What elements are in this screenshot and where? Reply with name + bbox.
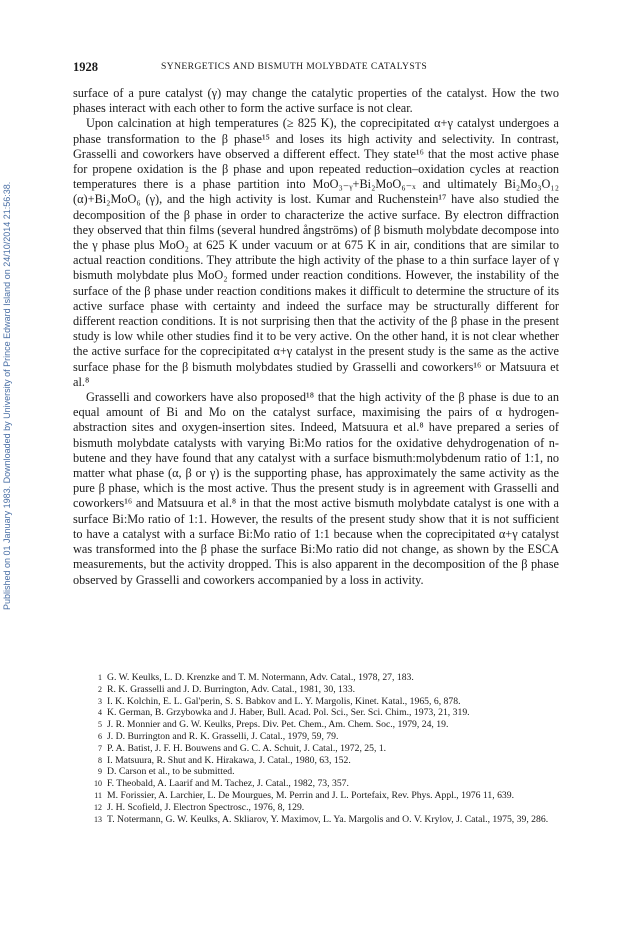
reference-item bbox=[86, 696, 556, 708]
reference-item bbox=[86, 755, 556, 767]
reference-number: 12 bbox=[94, 802, 102, 812]
reference-item bbox=[86, 731, 556, 743]
paragraph: surface of a pure catalyst (γ) may change the catalytic properties of the catalyst. How the two phases interact with each other to form the active surface is not clear. bbox=[73, 86, 559, 116]
page-header bbox=[73, 60, 554, 76]
reference-text: J. D. Burrington and R. K. Grasselli, J. Catal., 1979, 59, 79. bbox=[107, 730, 339, 742]
reference-item bbox=[86, 766, 556, 778]
reference-text: P. A. Batist, J. F. H. Bouwens and G. C. A. Schuit, J. Catal., 1972, 25, 1. bbox=[107, 742, 387, 754]
reference-list bbox=[86, 672, 556, 825]
reference-number: 11 bbox=[94, 790, 102, 800]
reference-number: 13 bbox=[94, 814, 102, 824]
reference-item bbox=[86, 778, 556, 790]
reference-text: I. K. Kolchin, E. L. Gal'perin, S. S. Babkov and L. Y. Margolis, Kinet. Katal., 1965, 6, 878. bbox=[107, 695, 461, 707]
reference-item bbox=[86, 672, 556, 684]
reference-text: D. Carson et al., to be submitted. bbox=[107, 766, 235, 778]
running-head: SYNERGETICS AND BISMUTH MOLYBDATE CATALYSTS bbox=[161, 61, 428, 72]
reference-number: 1 bbox=[98, 673, 102, 682]
reference-text: J. R. Monnier and G. W. Keulks, Preps. Div. Pet. Chem., Am. Chem. Soc., 1979, 24, 19. bbox=[107, 719, 449, 731]
reference-item bbox=[86, 802, 556, 814]
download-watermark-text: Published on 01 January 1983. Downloaded by University of Prince Edward Island on 24/10/2014 21:56:38. bbox=[2, 181, 12, 610]
reference-item bbox=[86, 707, 556, 719]
paragraph: Upon calcination at high temperatures (≥ 825 K), the coprecipitated α+γ catalyst undergoes a phase transformation to the β phase¹⁵ and loses its high activity and selectivity. In contrast, Grasselli and coworkers have observed a different effect. They state¹⁶ that the most active phase for propene oxidation is the β phase and upon repeated reduction–oxidation cycles at reaction temperatures there is a phase partition into MoO₃₋ᵧ+Bi₂MoO₆₋ₓ and ultimately Bi₂Mo₃O₁₂ (α)+Bi₂MoO₆ (γ), and the high activity is lost. Kumar and Ruchenstein¹⁷ have also studied the decomposition of the β phase in order to characterize the active surface. By electron diffraction they observed that thin films (several hundred ångströms) of β bismuth molybdate decompose into the γ phase plus MoO₂ at 625 K under vacuum or at 675 K in air, conditions that are similar to actual reaction conditions. They attribute the high activity of the phase to a thin surface layer of γ bismuth molybdate plus MoO₂ formed under reaction conditions. However, the instability of the surface of the β phase under reaction conditions makes it difficult to determine the structure of its active surface phase with certainty and indeed the surface may be structurally different for different reaction conditions. It is not surprising then that the activity of the β phase in the present study is low while other studies find it to be very active. On the other hand, it is not clear whether the active surface for the coprecipitated α+γ catalyst in the present study is the same as the active surface phase for the β bismuth molybdates studied by Grasselli and coworkers¹⁶ or Matsuura et al.⁸ bbox=[73, 116, 559, 389]
reference-text: I. Matsuura, R. Shut and K. Hirakawa, J. Catal., 1980, 63, 152. bbox=[107, 754, 351, 766]
reference-item bbox=[86, 814, 556, 826]
download-watermark bbox=[2, 90, 16, 610]
reference-number: 7 bbox=[98, 743, 102, 753]
reference-text: F. Theobald, A. Laarif and M. Tachez, J. Catal., 1982, 73, 357. bbox=[107, 778, 349, 790]
reference-item bbox=[86, 743, 556, 755]
reference-text: M. Forissier, A. Larchier, L. De Mourgues, M. Perrin and J. L. Portefaix, Rev. Phys. Appl., 1976 11, 639. bbox=[107, 789, 515, 801]
reference-number: 10 bbox=[94, 779, 102, 789]
reference-number: 5 bbox=[98, 720, 102, 730]
reference-text: R. K. Grasselli and J. D. Burrington, Adv. Catal., 1981, 30, 133. bbox=[107, 683, 355, 695]
reference-text: G. W. Keulks, L. D. Krenzke and T. M. Notermann, Adv. Catal., 1978, 27, 183. bbox=[107, 672, 414, 683]
reference-number: 6 bbox=[98, 731, 102, 741]
reference-number: 4 bbox=[98, 708, 102, 718]
reference-number: 3 bbox=[98, 696, 102, 706]
reference-text: J. H. Scofield, J. Electron Spectrosc., 1976, 8, 129. bbox=[107, 801, 305, 813]
paragraph: Grasselli and coworkers have also proposed¹⁸ that the high activity of the β phase is due to an equal amount of Bi and Mo on the catalyst surface, maximising the pairs of α hydrogen-abstraction sites and oxygen-insertion sites. Indeed, Matsuura et al.⁸ have prepared a series of bismuth molybdate catalysts with varying Bi:Mo ratios for the oxidative dehydrogenation of n-butene and they have found that any catalyst with a surface bismuth:molybdenum ratio of 1:1, no matter what phase (α, β or γ) is the supporting phase, has approximately the same activity as the pure β phase, which is the most active. Thus the present study is in agreement with Grasselli and coworkers¹⁶ and Matsuura et al.⁸ in that the most active bismuth molybdate catalyst is one with a surface Bi:Mo ratio of 1:1. However, the results of the present study show that it is not sufficient to have a catalyst with a surface Bi:Mo ratio of 1:1 because when the coprecipitated α+γ catalyst was transformed into the β phase the surface Bi:Mo ratio did not change, as shown by the ESCA measurements, but the activity dropped. This is also apparent in the decomposition of the β phase observed by Grasselli and coworkers accompanied by a loss in activity. bbox=[73, 390, 559, 587]
reference-text: T. Notermann, G. W. Keulks, A. Skliarov, Y. Maximov, L. Ya. Margolis and O. V. Krylov, J. Catal., 1975, 39, 286. bbox=[107, 813, 549, 825]
reference-item bbox=[86, 790, 556, 802]
reference-text: K. German, B. Grzybowka and J. Haber, Bull. Acad. Pol. Sci., Ser. Sci. Chim., 1973, 21, 319. bbox=[107, 707, 470, 719]
reference-number: 9 bbox=[98, 767, 102, 777]
reference-item bbox=[86, 684, 556, 696]
body-text bbox=[73, 86, 559, 588]
reference-item bbox=[86, 719, 556, 731]
reference-number: 8 bbox=[98, 755, 102, 765]
page-number: 1928 bbox=[73, 60, 98, 74]
reference-number: 2 bbox=[98, 684, 102, 694]
